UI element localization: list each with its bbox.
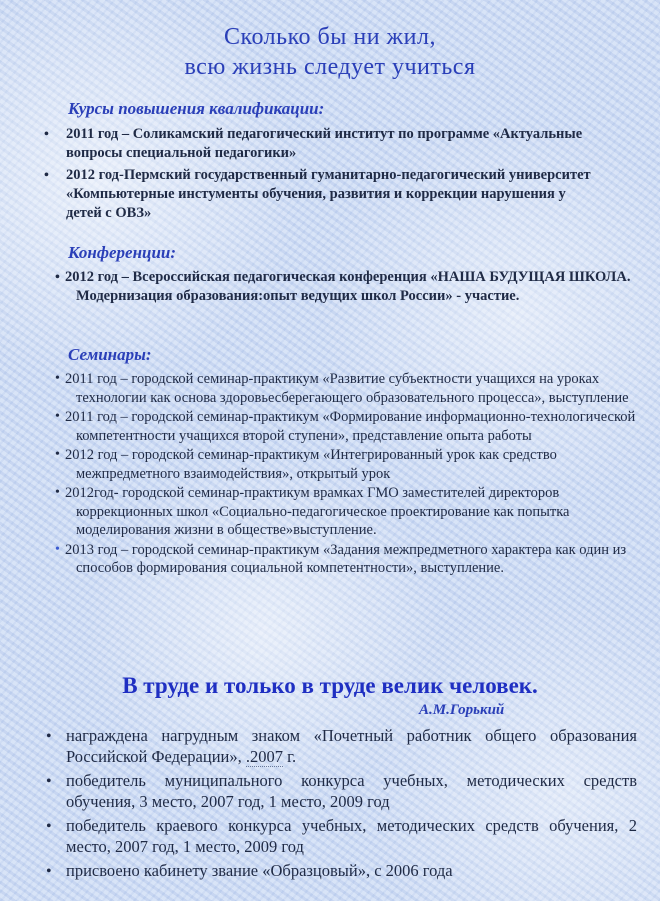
conferences-list [55, 268, 631, 306]
bullet-icon: • [55, 541, 60, 557]
quote-text: В труде и только в труде велик человек. [122, 673, 538, 698]
list-item: • 2012 год – Всероссийская педагогическая конференция «НАША БУДУЩАЯ ШКОЛА. Модернизация образования:опыт ведущих школ России» - участие. [55, 269, 631, 304]
bullet-icon: • [44, 168, 49, 183]
bullet-icon: • [46, 863, 52, 880]
seminars-heading: Семинары: [68, 345, 152, 364]
list-item: • 2011 год – Соликамский педагогический институт по программе «Актуальные вопросы специальной педагогики» [44, 126, 583, 161]
awards-list [46, 725, 637, 881]
bullet-icon: • [44, 127, 49, 142]
page-title [0, 22, 660, 82]
seminars-list [55, 370, 646, 578]
list-item: • 2012 год-Пермский государственный гуманитарно-педагогический университет «Компьютерные инстументы обучения, развития и коррекции нарушения у детей с ОВЗ» [44, 167, 591, 221]
bullet-icon: • [55, 447, 60, 462]
title-line-2: всю жизнь следует учиться [184, 54, 476, 80]
title-line-1: Сколько бы ни жил, [224, 24, 436, 50]
list-item: • 2012год- городской семинар-практикум врамках ГМО заместителей директоров коррекционных школ «Социально-педагогическое проектирование как попытка моделирования жизни в обществе»выступление. [55, 485, 570, 538]
bullet-icon: • [55, 409, 60, 424]
list-item: • присвоено кабинету звание «Образцовый», с 2006 года [46, 861, 453, 880]
bullet-icon: • [55, 485, 60, 500]
list-item: • победитель муниципального конкурса учебных, методических средств обучения, 3 место, 2007 год, 1 место, 2009 год [46, 771, 637, 811]
quote-author: А.М.Горький [419, 702, 505, 718]
bullet-icon: • [46, 818, 52, 835]
bullet-icon: • [55, 371, 60, 386]
courses-heading: Курсы повышения квалификации: [68, 99, 325, 118]
list-item: • награждена нагрудным знаком «Почетный работник общего образования Российской Федерации», .2007 г. [46, 726, 637, 766]
list-item: • 2011 год – городской семинар-практикум «Формирование информационно-технологической компетентности учащихся второй ступени», представление опыта работы [55, 409, 636, 444]
list-item: • победитель краевого конкурса учебных, методических средств обучения, 2 место, 2007 год, 1 место, 2009 год [46, 816, 637, 856]
list-item: • 2011 год – городской семинар-практикум «Развитие субъектности учащихся на уроках технологии как основа здоровьесберегающего образовательного процесса», выступление [55, 371, 629, 406]
list-item: • 2012 год – городской семинар-практикум «Интегрированный урок как средство межпредметного взаимодействия», открытый урок [55, 447, 557, 482]
list-item: • 2013 год – городской семинар-практикум «Задания межпредметного характера как один из способов формирования социальной компетентности», выступление. [55, 541, 627, 576]
bullet-icon: • [46, 773, 52, 790]
conferences-heading: Конференции: [68, 243, 177, 262]
bullet-icon: • [55, 270, 60, 285]
bullet-icon: • [46, 728, 52, 745]
courses-list [44, 125, 596, 223]
